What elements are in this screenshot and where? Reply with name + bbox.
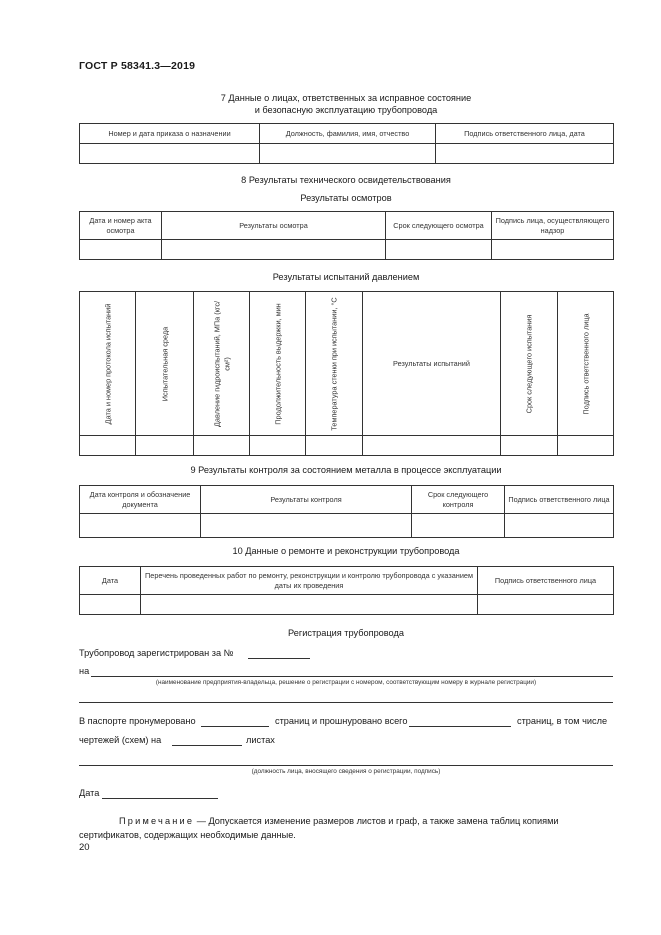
column-header: Подпись ответственного лица	[505, 486, 614, 514]
registered-label: Трубопровод зарегистрирован за №	[79, 648, 234, 658]
column-header: Срок следующего контроля	[412, 486, 505, 514]
table-cell[interactable]	[558, 436, 614, 456]
signer-field[interactable]	[79, 765, 613, 766]
on-label: на	[79, 666, 90, 676]
registration-title: Регистрация трубопровода	[288, 628, 404, 638]
total-pages-field[interactable]	[409, 726, 511, 727]
registration-number-field[interactable]	[248, 658, 310, 659]
signer-caption: (должность лица, вносящего сведения о регистрации, подпись)	[251, 768, 441, 775]
column-header: Срок следующего испытания	[501, 292, 558, 436]
table-header-row	[80, 124, 614, 144]
table-cell[interactable]	[80, 436, 136, 456]
column-header: Номер и дата приказа о назначении	[80, 124, 260, 144]
table-row	[80, 144, 614, 164]
table-row	[80, 240, 614, 260]
table-cell[interactable]	[260, 144, 436, 164]
table-cell[interactable]	[141, 595, 478, 615]
note-text: — Допускается изменение размеров листов и граф, а также замена таблиц копиями сертификатов, содержащих необходимые данные.	[79, 816, 559, 840]
table-cell[interactable]	[250, 436, 306, 456]
owner-field-continuation[interactable]	[79, 702, 613, 703]
note-lead: Примечание	[119, 816, 195, 826]
column-header: Результаты осмотра	[162, 212, 386, 240]
section-9-title: 9 Результаты контроля за состоянием металла в процессе эксплуатации	[190, 465, 502, 475]
table-cell[interactable]	[386, 240, 492, 260]
table-cell[interactable]	[492, 240, 614, 260]
section-10-title: 10 Данные о ремонте и реконструкции трубопровода	[232, 546, 460, 556]
drawing-sheets-field[interactable]	[172, 745, 242, 746]
table-row	[80, 514, 614, 538]
column-header: Перечень проведенных работ по ремонту, реконструкции и контролю трубопровода с указанием даты их проведения	[141, 567, 478, 595]
table-cell[interactable]	[80, 595, 141, 615]
responsible-persons-table	[79, 123, 614, 164]
numbered-label: В паспорте пронумеровано	[79, 716, 196, 726]
column-header: Дата контроля и обозначение документа	[80, 486, 201, 514]
column-header: Должность, фамилия, имя, отчество	[260, 124, 436, 144]
sheets-label: листах	[246, 735, 275, 745]
table-cell[interactable]	[80, 144, 260, 164]
pressure-tests-table	[79, 291, 614, 456]
section-8-title: 8 Результаты технического освидетельствования	[241, 175, 451, 185]
date-label: Дата	[79, 788, 100, 798]
pressure-tests-title: Результаты испытаний давлением	[272, 272, 420, 282]
table-row	[80, 595, 614, 615]
table-header-row	[80, 212, 614, 240]
table-cell[interactable]	[194, 436, 250, 456]
column-header: Дата и номер протокола испытаний	[80, 292, 136, 436]
table-header-row	[80, 486, 614, 514]
table-cell[interactable]	[80, 240, 162, 260]
repair-table	[79, 566, 614, 615]
table-cell[interactable]	[306, 436, 363, 456]
note	[79, 815, 613, 842]
pages-stitched-label: страниц и прошнуровано всего	[275, 716, 408, 726]
table-header-row	[80, 567, 614, 595]
table-cell[interactable]	[162, 240, 386, 260]
column-header: Температура стенки при испытании, °С	[306, 292, 363, 436]
column-header: Подпись ответственного лица	[558, 292, 614, 436]
table-cell[interactable]	[436, 144, 614, 164]
table-cell[interactable]	[501, 436, 558, 456]
table-cell[interactable]	[505, 514, 614, 538]
column-header: Результаты контроля	[201, 486, 412, 514]
page-number: 20	[79, 842, 90, 853]
date-field[interactable]	[102, 798, 218, 799]
column-header: Продолжительность выдержки, мин	[250, 292, 306, 436]
table-row	[80, 436, 614, 456]
drawings-label: чертежей (схем) на	[79, 735, 162, 745]
owner-field[interactable]	[91, 676, 613, 677]
section-7-title: 7 Данные о лицах, ответственных за исправное состояние и безопасную эксплуатацию трубопровода	[220, 93, 472, 115]
column-header: Дата и номер акта осмотра	[80, 212, 162, 240]
column-header: Результаты испытаний	[363, 292, 501, 436]
table-cell[interactable]	[412, 514, 505, 538]
column-header: Дата	[80, 567, 141, 595]
inspections-title: Результаты осмотров	[300, 193, 392, 203]
table-cell[interactable]	[136, 436, 194, 456]
table-cell[interactable]	[478, 595, 614, 615]
column-header: Подпись лица, осуществляющего надзор	[492, 212, 614, 240]
column-header: Подпись ответственного лица	[478, 567, 614, 595]
column-header: Давление гидроиспытаний, МПа (кгс/см²)	[194, 292, 250, 436]
column-header: Подпись ответственного лица, дата	[436, 124, 614, 144]
metal-control-table	[79, 485, 614, 538]
table-cell[interactable]	[80, 514, 201, 538]
column-header: Срок следующего осмотра	[386, 212, 492, 240]
table-header-row	[80, 292, 614, 436]
numbered-pages-field[interactable]	[201, 726, 269, 727]
inspections-table	[79, 211, 614, 260]
pages-including-label: страниц, в том числе	[517, 716, 608, 726]
column-header: Испытательная среда	[136, 292, 194, 436]
table-cell[interactable]	[363, 436, 501, 456]
table-cell[interactable]	[201, 514, 412, 538]
owner-caption: (наименование предприятия-владельца, решение о регистрации с номером, соответствующим номеру в журнале регистрации)	[155, 679, 537, 686]
document-header: ГОСТ Р 58341.3—2019	[79, 60, 196, 72]
